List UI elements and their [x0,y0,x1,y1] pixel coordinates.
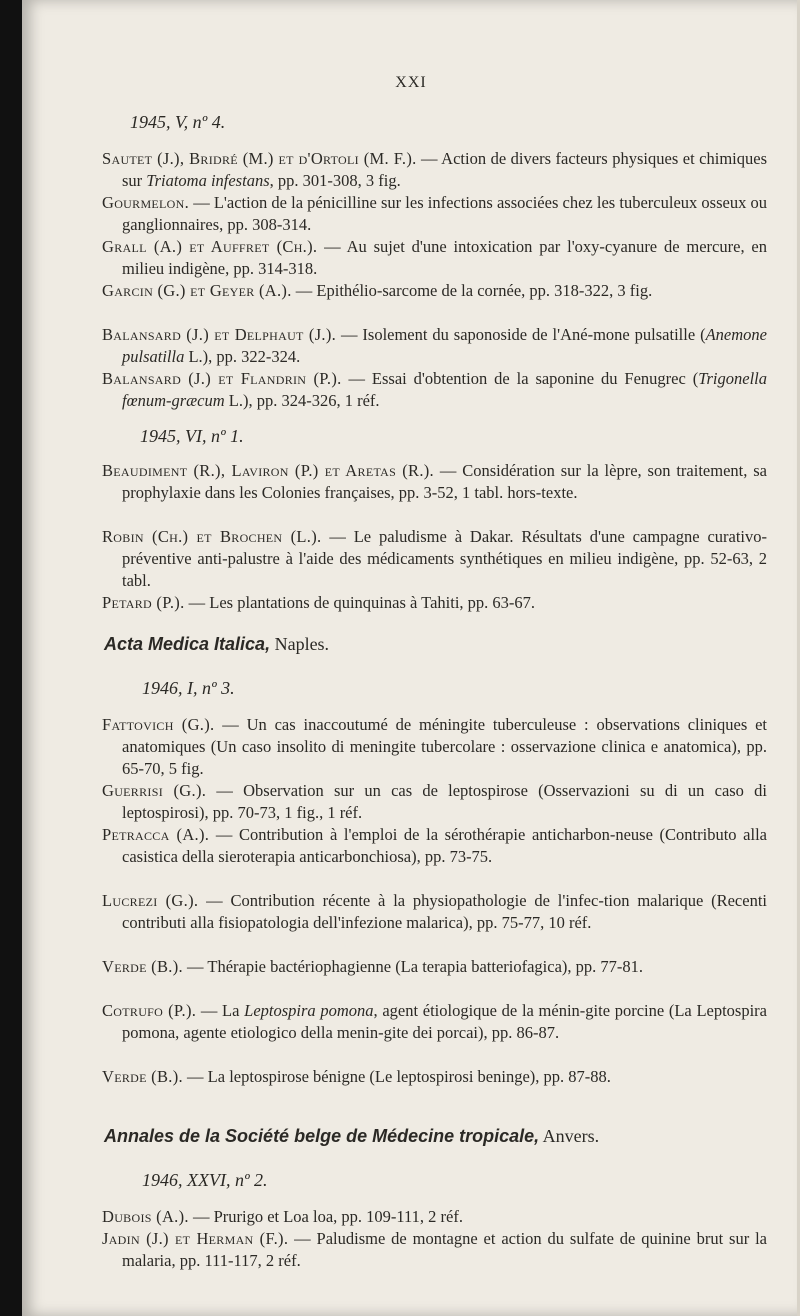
entry-italic: Leptospira pomona [244,1001,374,1020]
entry-text: — Thérapie bactériophagienne (La terapia batteriofagica), pp. 77-81. [182,957,644,976]
entry-authors: Balansard (J.) et Flandrin (P.). [102,369,342,388]
entry-text: — Le paludisme à Dakar. Résultats d'une campagne curativo-préventive anti-palustre à l'aide des médicaments synthétiques en milieu indigène, pp. 52-63, 2 tabl. [122,527,768,590]
issue-heading: 1946, I, nº 3. [142,678,235,698]
entry-text: — Contribution à l'emploi de la sérothérapie anticharbon-neuse (Contributo alla casistica della sieroterapia anticarbonchiosa), pp. 73-75. [122,825,767,866]
issue-heading: 1945, V, nº 4. [130,112,226,132]
document-page [22,0,800,1316]
entry-authors: Petracca (A.). [102,825,210,844]
entry-text: — Au sujet d'une intoxication par l'oxy-cyanure de mercure, en milieu indigène, pp. 314-318. [122,237,767,278]
bibliography-entry [102,460,767,504]
entry-authors: Petard (P.). [102,593,185,612]
entry-text: — Epithélio-sarcome de la cornée, pp. 318-322, 3 fig. [291,281,653,300]
issue-heading: 1946, XXVI, nº 2. [142,1170,268,1190]
journal-heading [104,634,329,655]
entry-text: — Observation sur un cas de leptospirose (Osservazioni su di un caso di leptospirosi), pp. 70-73, 1 fig., 1 réf. [122,781,767,822]
journal-title: Acta Medica Italica, [104,634,271,654]
entry-authors: Garcin (G.) et Geyer (A.). [102,281,292,300]
bibliography-entry [102,1228,767,1272]
bibliography-entry [102,956,767,978]
entry-authors: Gourmelon. [102,193,190,212]
entry-italic: Trigonella fœnum-græcum [122,369,767,410]
entry-authors: Jadin (J.) et Herman (F.). [102,1229,289,1248]
bibliography-entry [102,1000,767,1044]
bibliography-entry [102,1066,767,1088]
entry-text: — Essai d'obtention de la saponine du Fenugrec ( [341,369,699,388]
issue-heading: 1945, VI, nº 1. [140,426,244,446]
bibliography-entry [102,192,767,236]
journal-heading [104,1126,599,1147]
entry-authors: Sautet (J.), Bridré (M.) et d'Ortoli (M. F.). [102,149,417,168]
bibliography-entry [102,236,767,280]
bibliography-entry [102,368,767,412]
entry-authors: Dubois (A.). [102,1207,189,1226]
entry-authors: Robin (Ch.) et Brochen (L.). [102,527,322,546]
bibliography-entry [102,1206,767,1228]
page-number: XXI [395,74,427,91]
entry-italic: Triatoma infestans [146,171,270,190]
entry-text: — Isolement du saponoside de l'Ané-mone pulsatille ( [336,325,706,344]
bibliography-entry [102,780,767,824]
journal-title: Annales de la Société belge de Médecine tropicale, [104,1126,540,1146]
bibliography-entry [102,324,767,368]
entry-authors: Verde (B.). [102,957,183,976]
entry-text-after: L.), pp. 324-326, 1 réf. [224,391,380,410]
entry-text: — Prurigo et Loa loa, pp. 109-111, 2 réf. [188,1207,463,1226]
entry-text-after: , agent étiologique de la ménin-gite porcine (La Leptospira pomona, agente etiologico della menin-gite dei porcai), pp. 86-87. [122,1001,768,1042]
entry-text: — Paludisme de montagne et action du sulfate de quinine brut sur la malaria, pp. 111-117, 2 réf. [122,1229,768,1270]
entry-authors: Lucrezi (G.). [102,891,199,910]
bibliography-entry [102,824,767,868]
bibliography-entry [102,526,767,592]
entry-text: — Considération sur la lèpre, son traitement, sa prophylaxie dans les Colonies françaises, pp. 3-52, 1 tabl. hors-texte. [122,461,767,502]
entry-italic: Anemone pulsatilla [122,325,767,366]
entry-authors: Beaudiment (R.), Laviron (P.) et Aretas (R.). [102,461,434,480]
bibliography-entry [102,714,767,780]
entry-text: — Les plantations de quinquinas à Tahiti, pp. 63-67. [184,593,536,612]
bibliography-entry [102,592,767,614]
entry-text-after: , pp. 301-308, 3 fig. [269,171,401,190]
journal-city: Naples. [270,634,330,654]
entry-authors: Guerrisi (G.). [102,781,207,800]
bibliography-entry [102,890,767,934]
entry-text: — La leptospirose bénigne (Le leptospirosi beninge), pp. 87-88. [182,1067,611,1086]
entry-text-after: L.), pp. 322-324. [184,347,301,366]
entry-authors: Verde (B.). [102,1067,183,1086]
entry-text: — Contribution récente à la physiopathologie de l'infec-tion malarique (Recenti contributi alla fisiopatologia dell'infezione malarica), pp. 75-77, 10 réf. [122,891,767,932]
entry-text: — Action de divers facteurs physiques et chimiques sur [122,149,767,190]
journal-city: Anvers. [539,1126,600,1146]
entry-authors: Cotrufo (P.). [102,1001,197,1020]
entry-text: — La [196,1001,245,1020]
entry-authors: Grall (A.) et Auffret (Ch.). [102,237,318,256]
entry-text: — L'action de la pénicilline sur les infections associées chez les tuberculeux osseux ou ganglionnaires, pp. 308-314. [122,193,767,234]
bibliography-entry [102,280,767,302]
scan-left-border [0,0,22,1316]
entry-text: — Un cas inaccoutumé de méningite tuberculeuse : observations cliniques et anatomiques (Un caso insolito di meningite tubercolare : osservazione clinica e anatomica), pp. 65-70, 5 fig. [122,715,768,778]
bibliography-entry [102,148,767,192]
entry-authors: Balansard (J.) et Delphaut (J.). [102,325,337,344]
entry-authors: Fattovich (G.). [102,715,215,734]
